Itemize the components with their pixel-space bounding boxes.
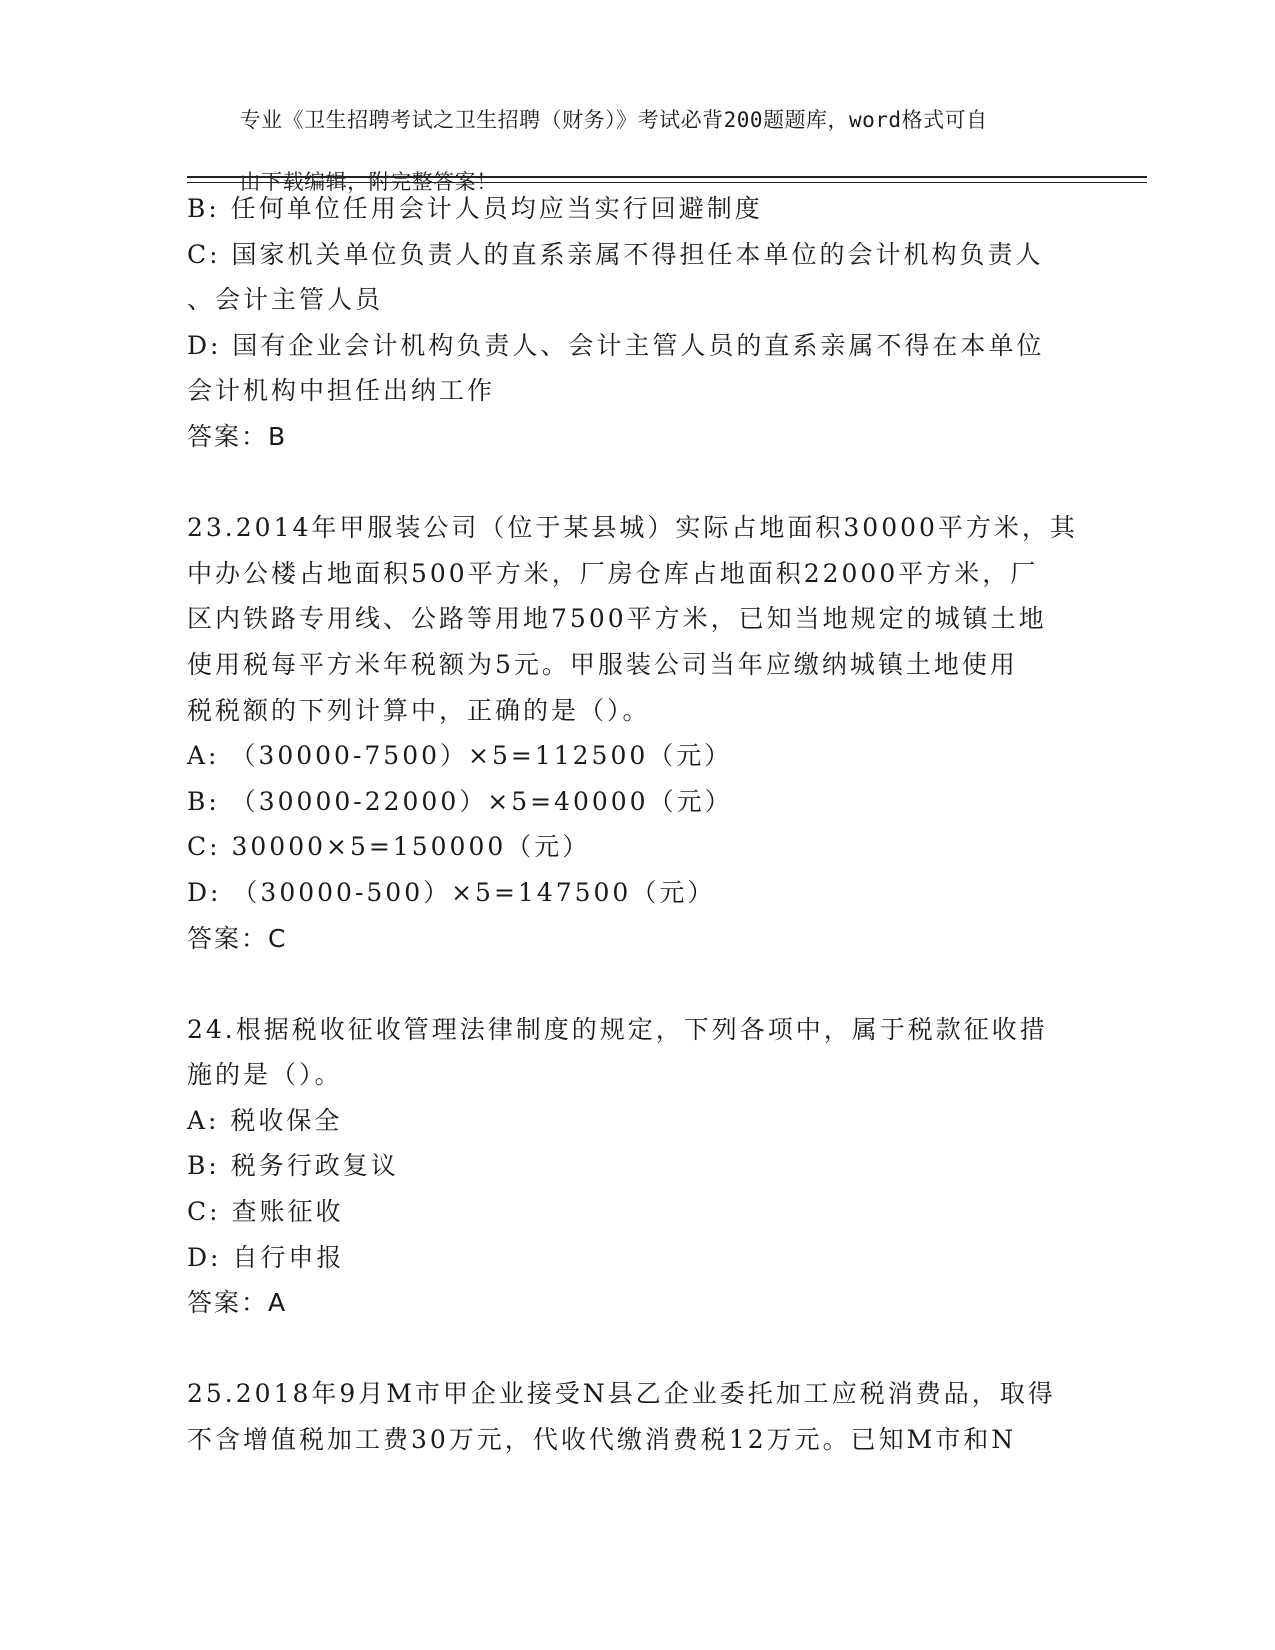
option-a: A: 税收保全	[187, 1105, 343, 1135]
spacer	[187, 1326, 1087, 1372]
option-c-continued: 、会计主管人员	[187, 285, 384, 315]
option-b: B: （30000-22000）×5=40000（元）	[187, 786, 733, 816]
option-d: D: 自行申报	[187, 1242, 345, 1272]
answer-line: 答案：A	[187, 1288, 288, 1318]
option-d: D: 国有企业会计机构负责人、会计主管人员的直系亲属不得在本单位	[187, 330, 1045, 360]
question-stem: 税税额的下列计算中，正确的是（）。	[187, 695, 651, 725]
option-b: B: 任何单位任用会计人员均应当实行回避制度	[187, 194, 763, 223]
option-d-continued: 会计机构中担任出纳工作	[187, 376, 496, 406]
document-body	[187, 186, 1087, 1463]
question-25	[187, 1371, 1087, 1462]
question-stem: 中办公楼占地面积500平方米，厂房仓库占地面积22000平方米，厂	[187, 558, 1039, 588]
question-stem: 区内铁路专用线、公路等用地7500平方米，已知当地规定的城镇土地	[187, 604, 1047, 634]
question-stem: 24.根据税收征收管理法律制度的规定，下列各项中，属于税款征收措	[187, 1014, 1048, 1044]
option-b: B: 税务行政复议	[187, 1151, 399, 1181]
spacer	[187, 961, 1087, 1007]
question-stem: 23.2014年甲服装公司（位于某县城）实际占地面积30000平方米，其	[187, 513, 1078, 543]
header-line-1: 专业《卫生招聘考试之卫生招聘（财务）》考试必背200题题库，word格式可自	[239, 108, 988, 132]
question-stem: 施的是（）。	[187, 1060, 343, 1090]
question-stem: 使用税每平方米年税额为5元。甲服装公司当年应缴纳城镇土地使用	[187, 649, 1018, 679]
header-line-2: 由下载编辑，附完整答案！	[239, 170, 498, 194]
option-d: D: （30000-500）×5=147500（元）	[187, 877, 716, 907]
header-divider-thick	[187, 176, 1147, 178]
question-23	[187, 505, 1087, 961]
option-a: A: （30000-7500）×5=112500（元）	[187, 741, 733, 771]
question-24	[187, 1007, 1087, 1326]
answer-line: 答案：C	[187, 923, 288, 953]
option-c: C: 30000×5=150000（元）	[187, 832, 591, 862]
spacer	[187, 460, 1087, 506]
header-divider-thin	[187, 182, 1147, 183]
question-stem: 25.2018年9月M市甲企业接受N县乙企业委托加工应税消费品，取得	[187, 1379, 1056, 1409]
option-c: C: 查账征收	[187, 1197, 344, 1227]
option-c: C: 国家机关单位负责人的直系亲属不得担任本单位的会计机构负责人	[187, 239, 1044, 269]
answer-line: 答案：B	[187, 421, 288, 451]
question-stem: 不含增值税加工费30万元，代收代缴消费税12万元。已知M市和N	[187, 1425, 1017, 1455]
question-22-tail	[187, 186, 1087, 460]
